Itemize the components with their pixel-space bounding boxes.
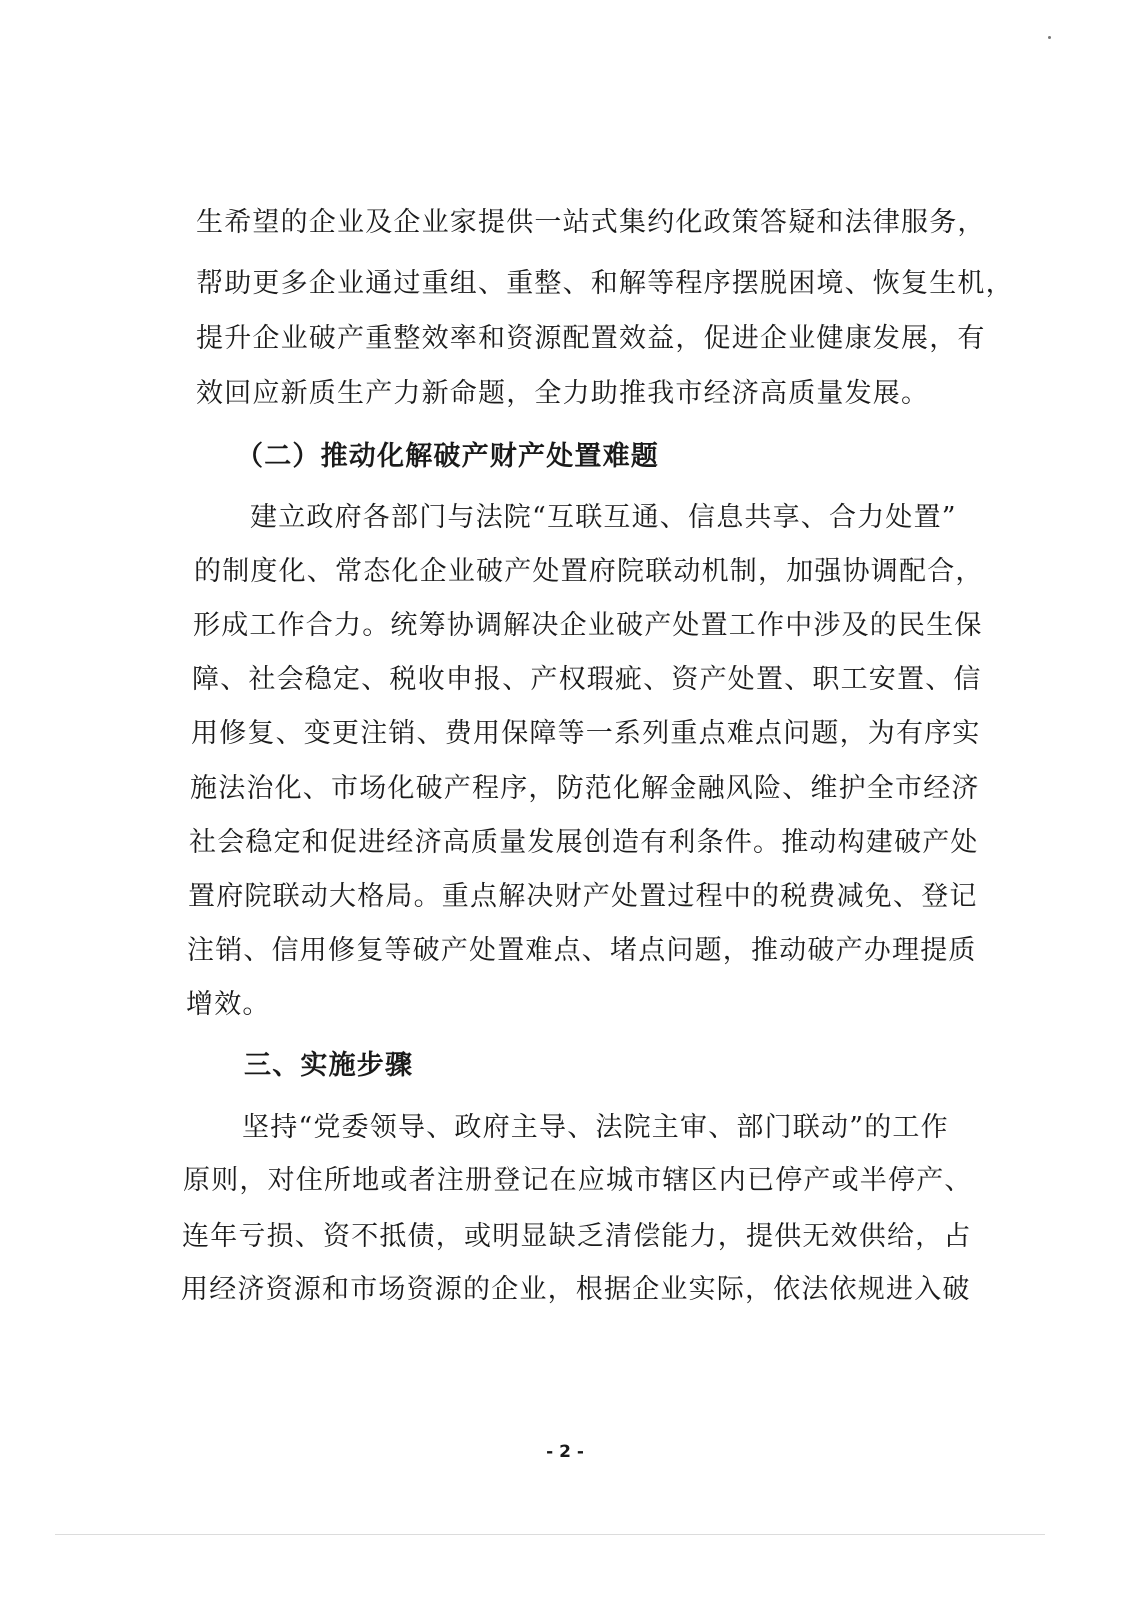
body-line: 原则，对住所地或者注册登记在应城市辖区内已停产或半停产、: [183, 1165, 973, 1196]
page-number: - 2 -: [546, 1442, 584, 1462]
body-line: 置府院联动大格局。重点解决财产处置过程中的税费减免、登记: [188, 881, 978, 912]
body-line: 用修复、变更注销、费用保障等一系列重点难点问题，为有序实: [191, 718, 981, 749]
scan-edge-line: [55, 1534, 1045, 1535]
body-line: 建立政府各部门与法院“互联互通、信息共享、合力处置”: [250, 502, 957, 533]
body-line: 社会稳定和促进经济高质量发展创造有利条件。推动构建破产处: [189, 827, 979, 858]
body-line: 增效。: [186, 989, 271, 1020]
scan-speck: [1048, 36, 1051, 39]
body-line: 注销、信用修复等破产处置难点、堵点问题，推动破产办理提质: [187, 935, 977, 966]
section-heading: （二）推动化解破产财产处置难题: [236, 441, 659, 472]
body-line: 帮助更多企业通过重组、重整、和解等程序摆脱困境、恢复生机，: [196, 268, 1014, 299]
body-line: 连年亏损、资不抵债，或明显缺乏清偿能力，提供无效供给，占: [182, 1221, 972, 1252]
body-line: 坚持“党委领导、政府主导、法院主审、部门联动”的工作: [242, 1112, 949, 1143]
body-line: 的制度化、常态化企业破产处置府院联动机制，加强协调配合，: [194, 556, 984, 587]
body-line: 用经济资源和市场资源的企业，根据企业实际，依法依规进入破: [181, 1274, 971, 1305]
body-line: 形成工作合力。统筹协调解决企业破产处置工作中涉及的民生保: [193, 610, 983, 641]
body-line: 提升企业破产重整效率和资源配置效益，促进企业健康发展，有: [196, 323, 986, 354]
body-line: 障、社会稳定、税收申报、产权瑕疵、资产处置、职工安置、信: [192, 664, 982, 695]
body-line: 施法治化、市场化破产程序，防范化解金融风险、维护全市经济: [190, 773, 980, 804]
body-line: 生希望的企业及企业家提供一站式集约化政策答疑和法律服务，: [196, 207, 986, 238]
section-heading: 三、实施步骤: [244, 1050, 414, 1081]
body-line: 效回应新质生产力新命题，全力助推我市经济高质量发展。: [196, 378, 930, 409]
